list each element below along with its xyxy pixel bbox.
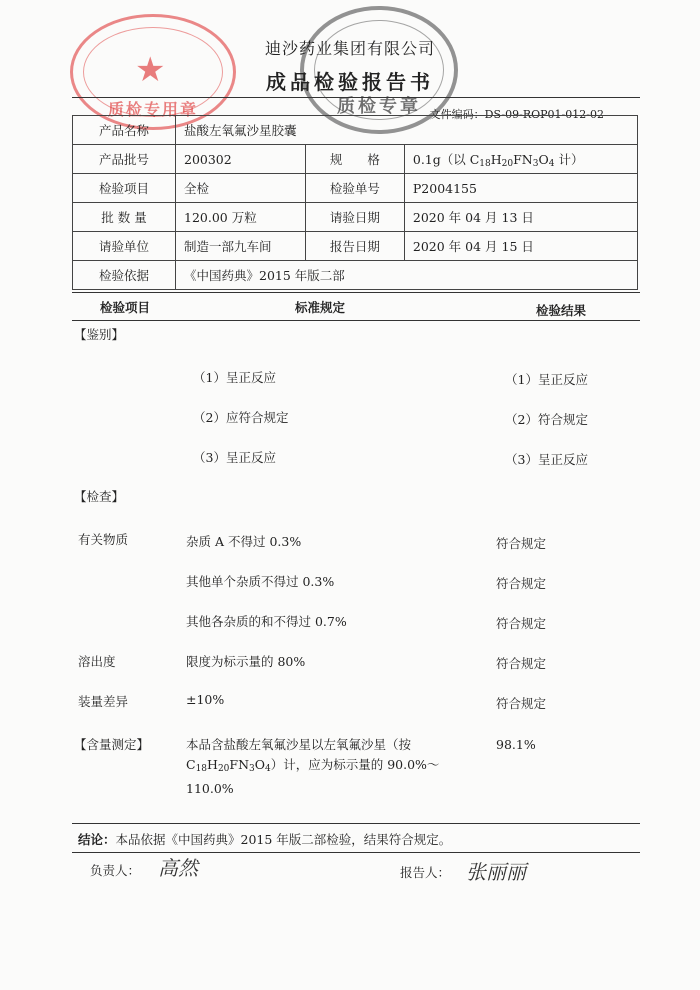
basis-value: 《中国药典》2015 年版二部 xyxy=(176,261,638,290)
related-standard-1: 杂质 A 不得过 0.3% xyxy=(186,534,302,549)
document-number: 文件编码：DS-09-ROP01-012-02 xyxy=(429,108,604,121)
related-result-1: 符合规定 xyxy=(496,536,547,551)
inspection-section-label: 【检查】 xyxy=(74,489,125,504)
identification-result-2: （2）符合规定 xyxy=(505,412,588,427)
identification-standard-2: （2）应符合规定 xyxy=(193,410,289,425)
item-label: 检验项目 xyxy=(73,174,176,203)
conclusion-top-divider xyxy=(72,823,640,824)
quantity-value: 120.00 万粒 xyxy=(176,203,306,232)
identification-result-3: （3）呈正反应 xyxy=(505,452,588,467)
product-name-value: 盐酸左氧氟沙星胶囊 xyxy=(176,116,638,145)
columns-top-divider xyxy=(72,292,640,293)
dissolution-standard: 限度为标示量的 80% xyxy=(186,654,306,669)
conclusion-label: 结论： xyxy=(78,832,116,847)
request-date-label: 请验日期 xyxy=(305,203,404,232)
column-header-standard: 标准规定 xyxy=(295,300,346,315)
assay-result: 98.1% xyxy=(496,737,536,752)
identification-result-1: （1）呈正反应 xyxy=(505,372,588,387)
request-date-value: 2020 年 04 月 13 日 xyxy=(404,203,637,232)
basis-label: 检验依据 xyxy=(73,261,176,290)
weight-variation-result: 符合规定 xyxy=(496,696,547,711)
weight-variation-standard: ±10% xyxy=(186,692,225,707)
reporter-label: 报告人： xyxy=(400,865,451,880)
dissolution-result: 符合规定 xyxy=(496,656,547,671)
column-header-result: 检验结果 xyxy=(536,303,587,318)
quantity-label: 批 数 量 xyxy=(73,203,176,232)
table-row xyxy=(73,145,638,174)
report-no-label: 检验单号 xyxy=(305,174,404,203)
unit-value: 制造一部九车间 xyxy=(176,232,306,261)
seal-text: 质检专章 xyxy=(337,96,421,117)
related-result-2: 符合规定 xyxy=(496,576,547,591)
related-standard-3: 其他各杂质的和不得过 0.7% xyxy=(186,614,347,629)
assay-standard: 本品含盐酸左氧氟沙星以左氧氟沙星（按 $C_{18}H_{20}FN_3O_4$）计，应为标示量的 90.0%～ 110.0% xyxy=(186,737,440,796)
identification-standard-3: （3）呈正反应 xyxy=(193,450,276,465)
related-substances-label: 有关物质 xyxy=(78,532,129,547)
product-info-table xyxy=(72,115,638,290)
related-standard-2: 其他单个杂质不得过 0.3% xyxy=(186,574,335,589)
table-row xyxy=(73,232,638,261)
company-name: 迪沙药业集团有限公司 xyxy=(264,39,435,58)
item-value: 全检 xyxy=(176,174,306,203)
reporter-signature: 张丽丽 xyxy=(466,860,526,884)
column-header-item: 检验项目 xyxy=(100,300,151,315)
report-date-value: 2020 年 04 月 15 日 xyxy=(404,232,637,261)
report-date-label: 报告日期 xyxy=(305,232,404,261)
report-title: 成品检验报告书 xyxy=(266,70,434,94)
dissolution-label: 溶出度 xyxy=(78,654,116,669)
identification-section-label: 【鉴别】 xyxy=(74,327,125,342)
responsible-signature: 高然 xyxy=(158,856,198,880)
related-result-3: 符合规定 xyxy=(496,616,547,631)
product-name-label: 产品名称 xyxy=(73,116,176,145)
identification-standard-1: （1）呈正反应 xyxy=(193,370,276,385)
seal-text: 质检专用章 xyxy=(107,100,198,119)
spec-value: 0.1g（以 $C_{18}H_{20}FN_3O_4$ 计） xyxy=(404,145,637,174)
responsible-label: 负责人： xyxy=(90,863,141,878)
table-row xyxy=(73,116,638,145)
table-row xyxy=(73,203,638,232)
header-divider xyxy=(72,97,640,98)
weight-variation-label: 装量差异 xyxy=(78,694,129,709)
table-row xyxy=(73,261,638,290)
batch-value: 200302 xyxy=(176,145,306,174)
table-row xyxy=(73,174,638,203)
spec-label: 规 格 xyxy=(305,145,404,174)
conclusion xyxy=(78,830,451,848)
assay-label: 【含量测定】 xyxy=(74,737,150,752)
conclusion-text: 本品依据《中国药典》2015 年版二部检验，结果符合规定。 xyxy=(115,832,452,847)
report-no-value: P2004155 xyxy=(404,174,637,203)
columns-bottom-divider xyxy=(72,320,640,321)
unit-label: 请验单位 xyxy=(73,232,176,261)
star-icon: ★ xyxy=(135,50,166,90)
batch-label: 产品批号 xyxy=(73,145,176,174)
